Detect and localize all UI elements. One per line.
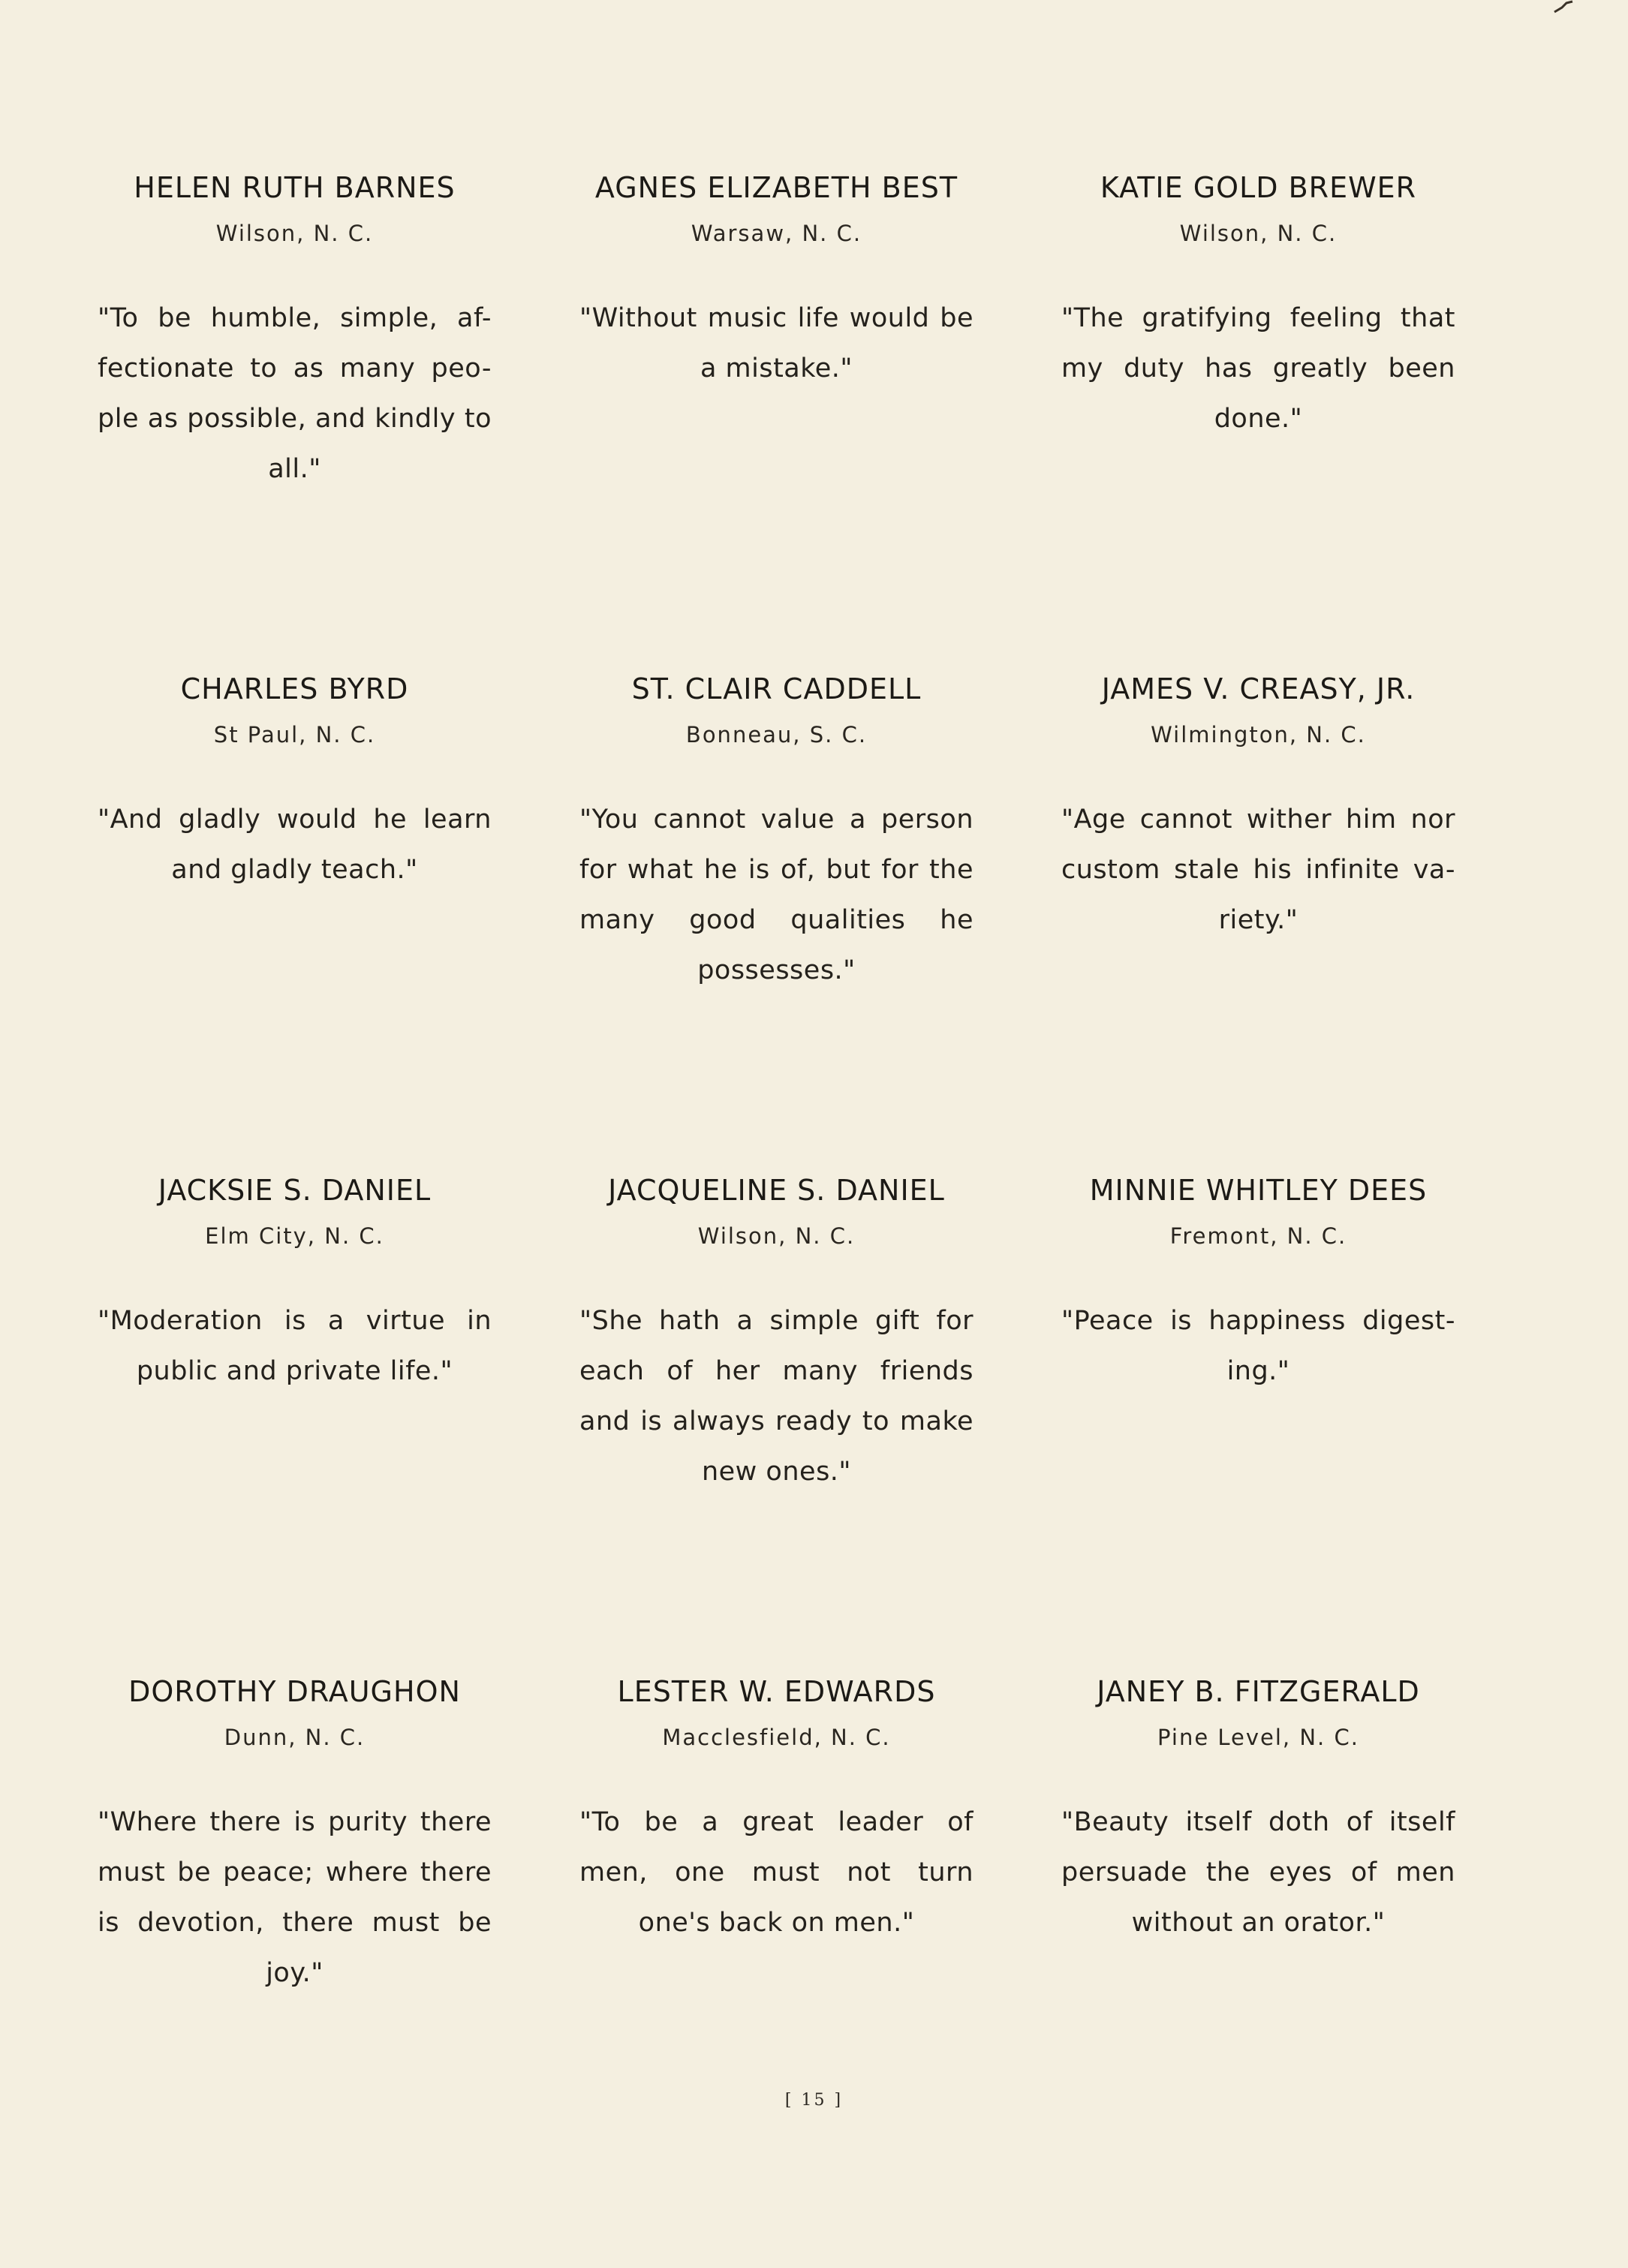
hometown: Wilson, N. C. (1179, 221, 1338, 246)
student-quote: "To be a great leader of men, one must not turn one's back on men." (579, 1807, 973, 1938)
student-quote: "And gladly would he learn and gladly teach." (98, 805, 492, 885)
senior-entry (98, 670, 492, 1172)
student-name: JAMES V. CREASY, JR. (1101, 672, 1416, 705)
hometown: Warsaw, N. C. (691, 221, 862, 246)
student-quote: "Where there is purity there must be peace; where there is devotion, there must be joy." (98, 1807, 492, 1988)
senior-entry (98, 169, 492, 670)
student-name: JANEY B. FITZGERALD (1097, 1675, 1420, 1708)
senior-entries-grid (98, 169, 1456, 2174)
senior-entry (579, 670, 973, 1172)
senior-entry (1061, 169, 1455, 670)
student-quote: "To be humble, simple, af- fectionate to as many peo- ple as possible, and kindly to all." (98, 303, 492, 484)
senior-entry (98, 1172, 492, 1673)
hometown: Pine Level, N. C. (1157, 1725, 1359, 1750)
senior-entry (1061, 670, 1455, 1172)
pencil-mark (1553, 0, 1575, 15)
senior-entry (579, 169, 973, 670)
hometown: Wilmington, N. C. (1151, 722, 1366, 747)
student-quote: "She hath a simple gift for each of her many friends and is always ready to make new ones." (579, 1306, 973, 1487)
student-name: LESTER W. EDWARDS (617, 1675, 936, 1708)
student-name: CHARLES BYRD (180, 672, 409, 705)
hometown: Wilson, N. C. (697, 1223, 856, 1249)
student-quote: "Peace is happiness digest- ing." (1061, 1306, 1455, 1386)
student-quote: "You cannot value a person for what he is of, but for the many good qualities he possesses." (579, 805, 973, 985)
student-name: HELEN RUTH BARNES (134, 171, 456, 204)
student-name: ST. CLAIR CADDELL (631, 672, 922, 705)
student-name: KATIE GOLD BREWER (1100, 171, 1417, 204)
student-name: JACQUELINE S. DANIEL (608, 1174, 945, 1207)
student-quote: "Beauty itself doth of itself persuade the eyes of men without an orator." (1061, 1807, 1455, 1938)
student-name: DOROTHY DRAUGHON (128, 1675, 461, 1708)
hometown: St Paul, N. C. (213, 722, 376, 747)
student-name: AGNES ELIZABETH BEST (594, 171, 958, 204)
hometown: Bonneau, S. C. (685, 722, 868, 747)
hometown: Macclesfield, N. C. (662, 1725, 891, 1750)
student-quote: "Age cannot wither him nor custom stale his infinite va- riety." (1061, 805, 1455, 935)
hometown: Wilson, N. C. (215, 221, 374, 246)
hometown: Dunn, N. C. (224, 1725, 366, 1750)
hometown: Fremont, N. C. (1169, 1223, 1347, 1249)
student-quote: "The gratifying feeling that my duty has greatly been done." (1061, 303, 1455, 434)
senior-entry (579, 1172, 973, 1673)
student-name: JACKSIE S. DANIEL (158, 1174, 432, 1207)
student-quote: "Without music life would be a mistake." (579, 303, 973, 384)
hometown: Elm City, N. C. (205, 1223, 384, 1249)
senior-entry (1061, 1172, 1455, 1673)
student-quote: "Moderation is a virtue in public and private life." (98, 1306, 492, 1386)
student-name: MINNIE WHITLEY DEES (1089, 1174, 1428, 1207)
page-number: [ 15 ] (784, 2091, 844, 2110)
